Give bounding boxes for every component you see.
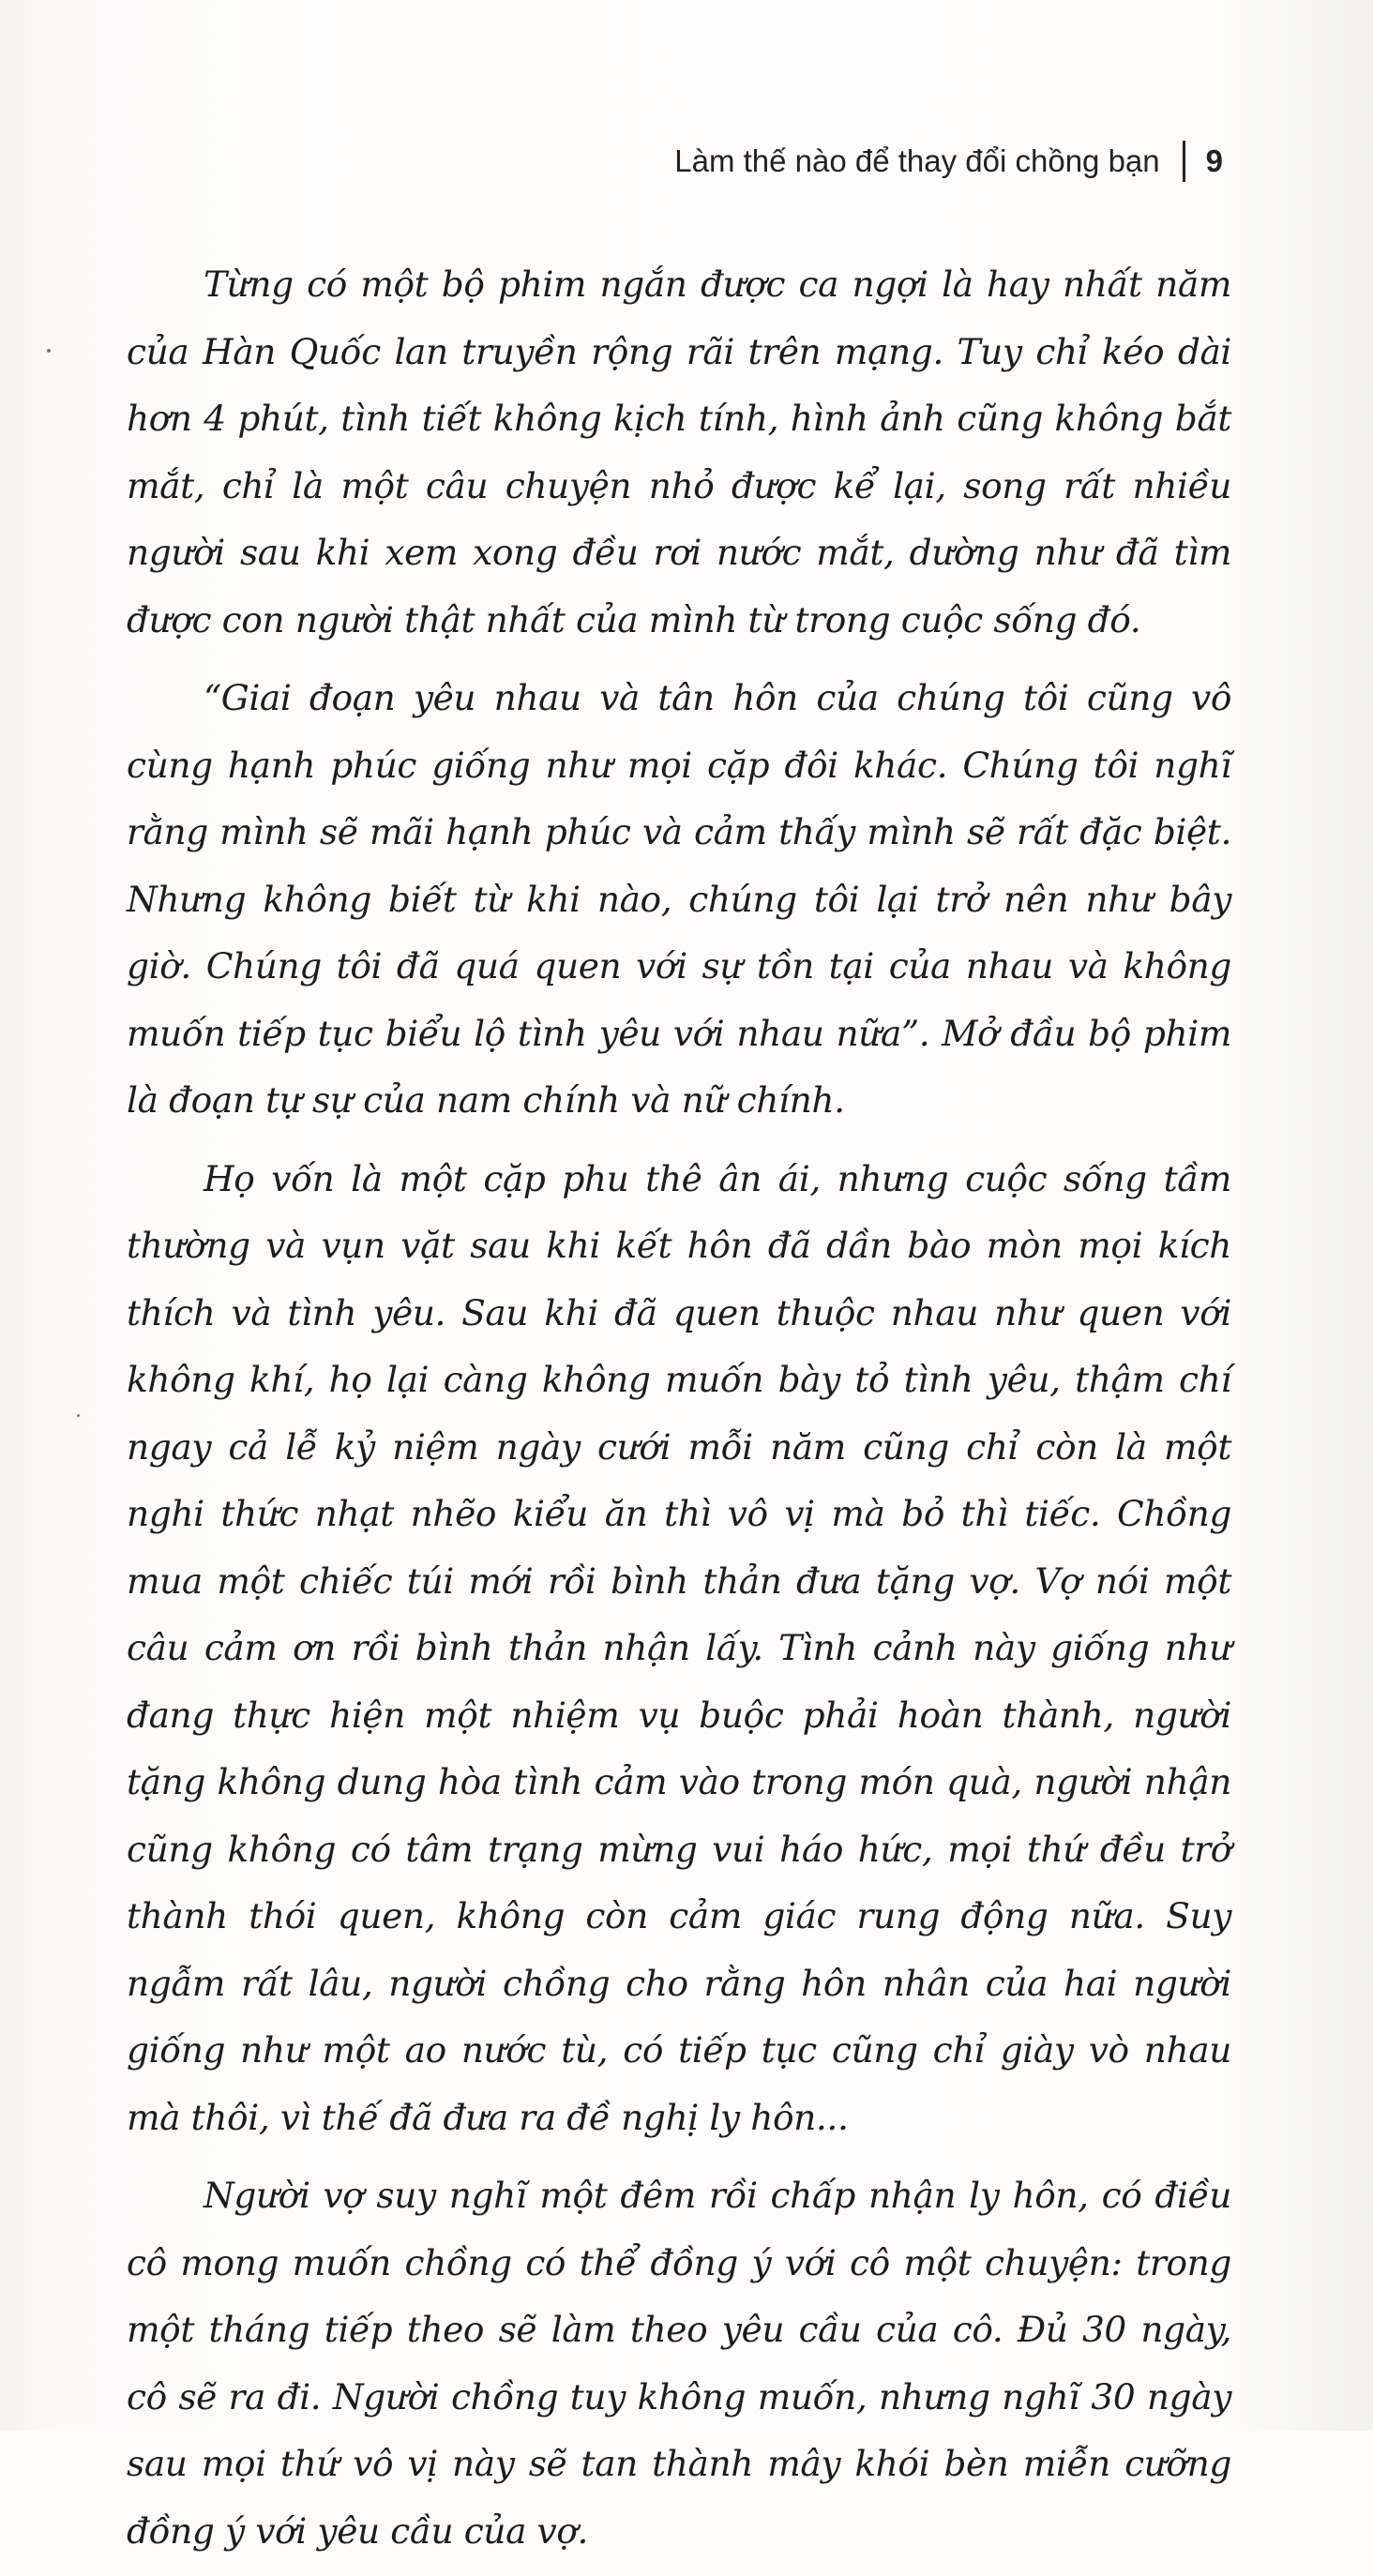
body-text	[127, 251, 1231, 2576]
chapter-title: Làm thế nào để thay đổi chồng bạn	[674, 143, 1160, 178]
running-header	[674, 141, 1223, 182]
paper-speck	[77, 1414, 80, 1417]
paragraph: Họ vốn là một cặp phu thê ân ái, nhưng cuộc sống tầm thường và vụn vặt sau khi kết hôn đã dần bào mòn mọi kích thích và tình yêu. Sau khi đã quen thuộc nhau như quen với không khí, họ lại càng không muốn bày tỏ tình yêu, thậm chí ngay cả lễ kỷ niệm ngày cưới mỗi năm cũng chỉ còn là một nghi thức nhạt nhẽo kiểu ăn thì vô vị mà bỏ thì tiếc. Chồng mua một chiếc túi mới rồi bình thản đưa tặng vợ. Vợ nói một câu cảm ơn rồi bình thản nhận lấy. Tình cảnh này giống như đang thực hiện một nhiệm vụ buộc phải hoàn thành, người tặng không dung hòa tình cảm vào trong món quà, người nhận cũng không có tâm trạng mừng vui háo hức, mọi thứ đều trở thành thói quen, không còn cảm giác rung động nữa. Suy ngẫm rất lâu, người chồng cho rằng hôn nhân của hai người giống như một ao nước tù, có tiếp tục cũng chỉ giày vò nhau mà thôi, vì thế đã đưa ra đề nghị ly hôn...	[127, 1157, 1231, 2138]
header-divider	[1183, 141, 1185, 182]
paper-speck	[47, 349, 51, 353]
paragraph: Từng có một bộ phim ngắn được ca ngợi là hay nhất năm của Hàn Quốc lan truyền rộng rãi trên mạng. Tuy chỉ kéo dài hơn 4 phút, tình tiết không kịch tính, hình ảnh cũng không bắt mắt, chỉ là một câu chuyện nhỏ được kể lại, song rất nhiều người sau khi xem xong đều rơi nước mắt, dường như đã tìm được con người thật nhất của mình từ trong cuộc sống đó.	[127, 264, 1231, 640]
paragraph: “Giai đoạn yêu nhau và tân hôn của chúng tôi cũng vô cùng hạnh phúc giống như mọi cặp đôi khác. Chúng tôi nghĩ rằng mình sẽ mãi hạnh phúc và cảm thấy mình sẽ rất đặc biệt. Nhưng không biết từ khi nào, chúng tôi lại trở nên như bây giờ. Chúng tôi đã quá quen với sự tồn tại của nhau và không muốn tiếp tục biểu lộ tình yêu với nhau nữa”. Mở đầu bộ phim là đoạn tự sự của nam chính và nữ chính.	[127, 677, 1231, 1121]
paragraph: Người vợ suy nghĩ một đêm rồi chấp nhận ly hôn, có điều cô mong muốn chồng có thể đồng ý với cô một chuyện: trong một tháng tiếp theo sẽ làm theo yêu cầu của cô. Đủ 30 ngày, cô sẽ ra đi. Người chồng tuy không muốn, nhưng nghĩ 30 ngày sau mọi thứ vô vị này sẽ tan thành mây khói bèn miễn cưỡng đồng ý với yêu cầu của vợ.	[127, 2175, 1231, 2552]
page-number: 9	[1205, 143, 1223, 178]
